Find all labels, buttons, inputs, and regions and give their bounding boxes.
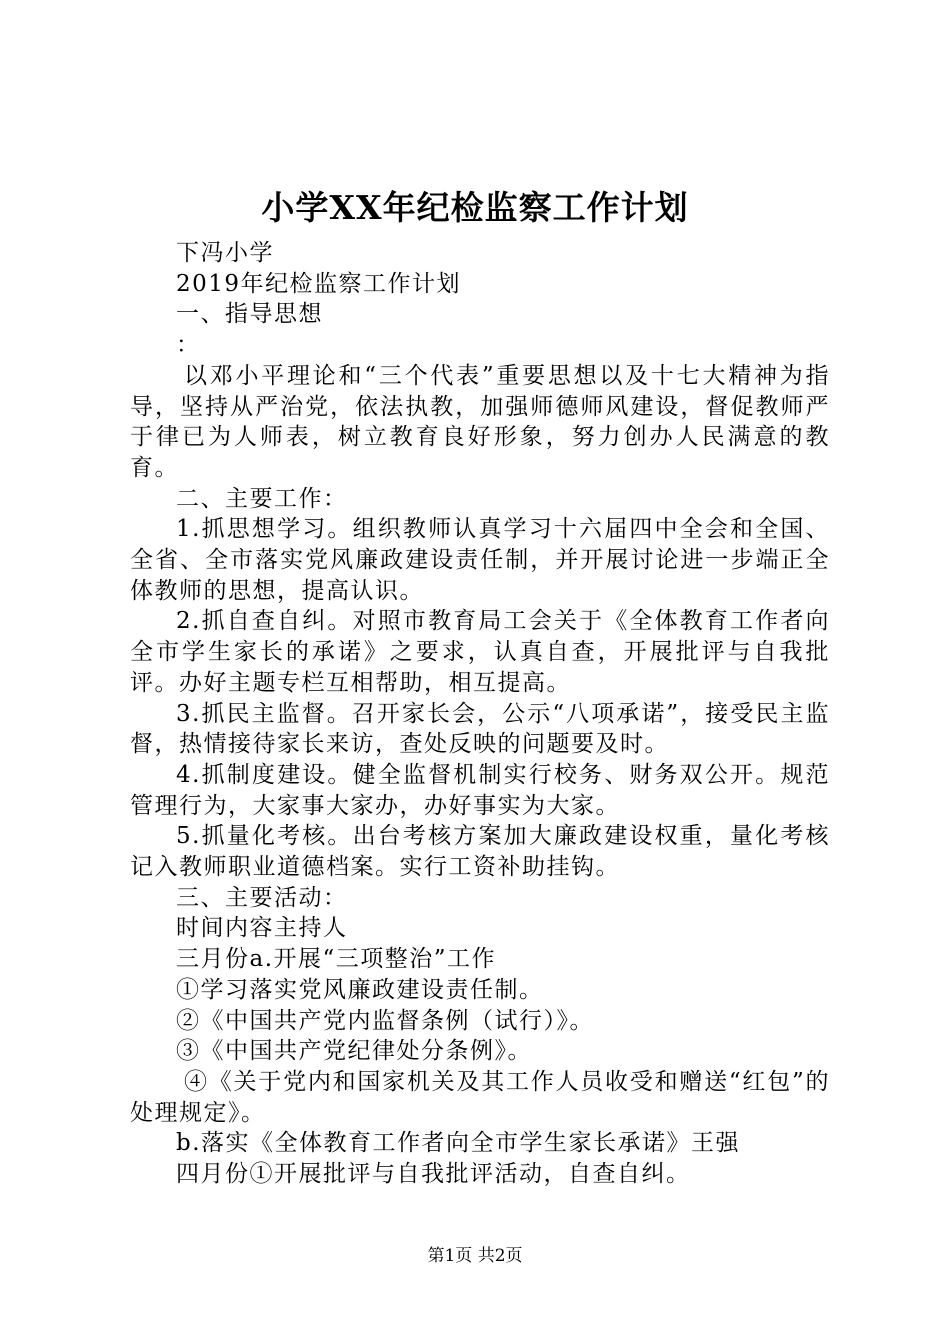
- page-footer: 第1页 共2页: [427, 1246, 523, 1266]
- document-title: 小学XX年纪检监察工作计划: [261, 188, 689, 227]
- paragraph-colon: ：: [176, 332, 201, 359]
- paragraph-work-2: 2.抓自查自纠。对照市教育局工会关于《全体教育工作者向全市学生家长的承诺》之要求，认真自查，开展批评与自我批评。办好主题专栏互相帮助，相互提高。: [130, 608, 830, 696]
- paragraph-table-header: 时间内容主持人: [176, 915, 348, 942]
- paragraph-item-1: ①学习落实党风廉政建设责任制。: [176, 976, 544, 1003]
- paragraph-item-4: ④《关于党内和国家机关及其工作人员收受和赠送“红包”的处理规定》。: [130, 1068, 830, 1126]
- heading-guiding-ideology: 一、指导思想: [176, 301, 323, 328]
- paragraph-march: 三月份a.开展“三项整治”工作: [176, 946, 497, 973]
- paragraph-plan-title: 2019年纪检监察工作计划: [176, 270, 462, 297]
- document-body: [130, 238, 830, 1190]
- heading-main-work: 二、主要工作：: [176, 485, 348, 512]
- paragraph-item-2: ②《中国共产党内监督条例（试行）》。: [176, 1007, 594, 1034]
- paragraph-work-1: 1.抓思想学习。组织教师认真学习十六届四中全会和全国、全省、全市落实党风廉政建设责任制，并开展讨论进一步端正全体教师的思想，提高认识。: [130, 516, 830, 604]
- heading-main-activities: 三、主要活动：: [176, 884, 348, 911]
- paragraph-school-name: 下冯小学: [176, 240, 274, 266]
- paragraph-april: 四月份①开展批评与自我批评活动，自查自纠。: [176, 1161, 691, 1188]
- paragraph-work-3: 3.抓民主监督。召开家长会，公示“八项承诺”，接受民主监督，热情接待家长来访，查处反映的问题要及时。: [130, 700, 830, 758]
- paragraph-guiding-ideology: 以邓小平理论和“三个代表”重要思想以及十七大精神为指导，坚持从严治党，依法执教，加强师德师风建设，督促教师严于律已为人师表，树立教育良好形象，努力创办人民满意的教育。: [130, 362, 830, 481]
- paragraph-item-b: b.落实《全体教育工作者向全市学生家长承诺》王强: [176, 1130, 741, 1157]
- paragraph-work-4: 4.抓制度建设。健全监督机制实行校务、财务双公开。规范管理行为，大家事大家办，办好事实为大家。: [130, 761, 830, 819]
- paragraph-work-5: 5.抓量化考核。出台考核方案加大廉政建设权重，量化考核记入教师职业道德档案。实行工资补助挂钩。: [130, 823, 830, 881]
- paragraph-item-3: ③《中国共产党纪律处分条例》。: [176, 1038, 532, 1065]
